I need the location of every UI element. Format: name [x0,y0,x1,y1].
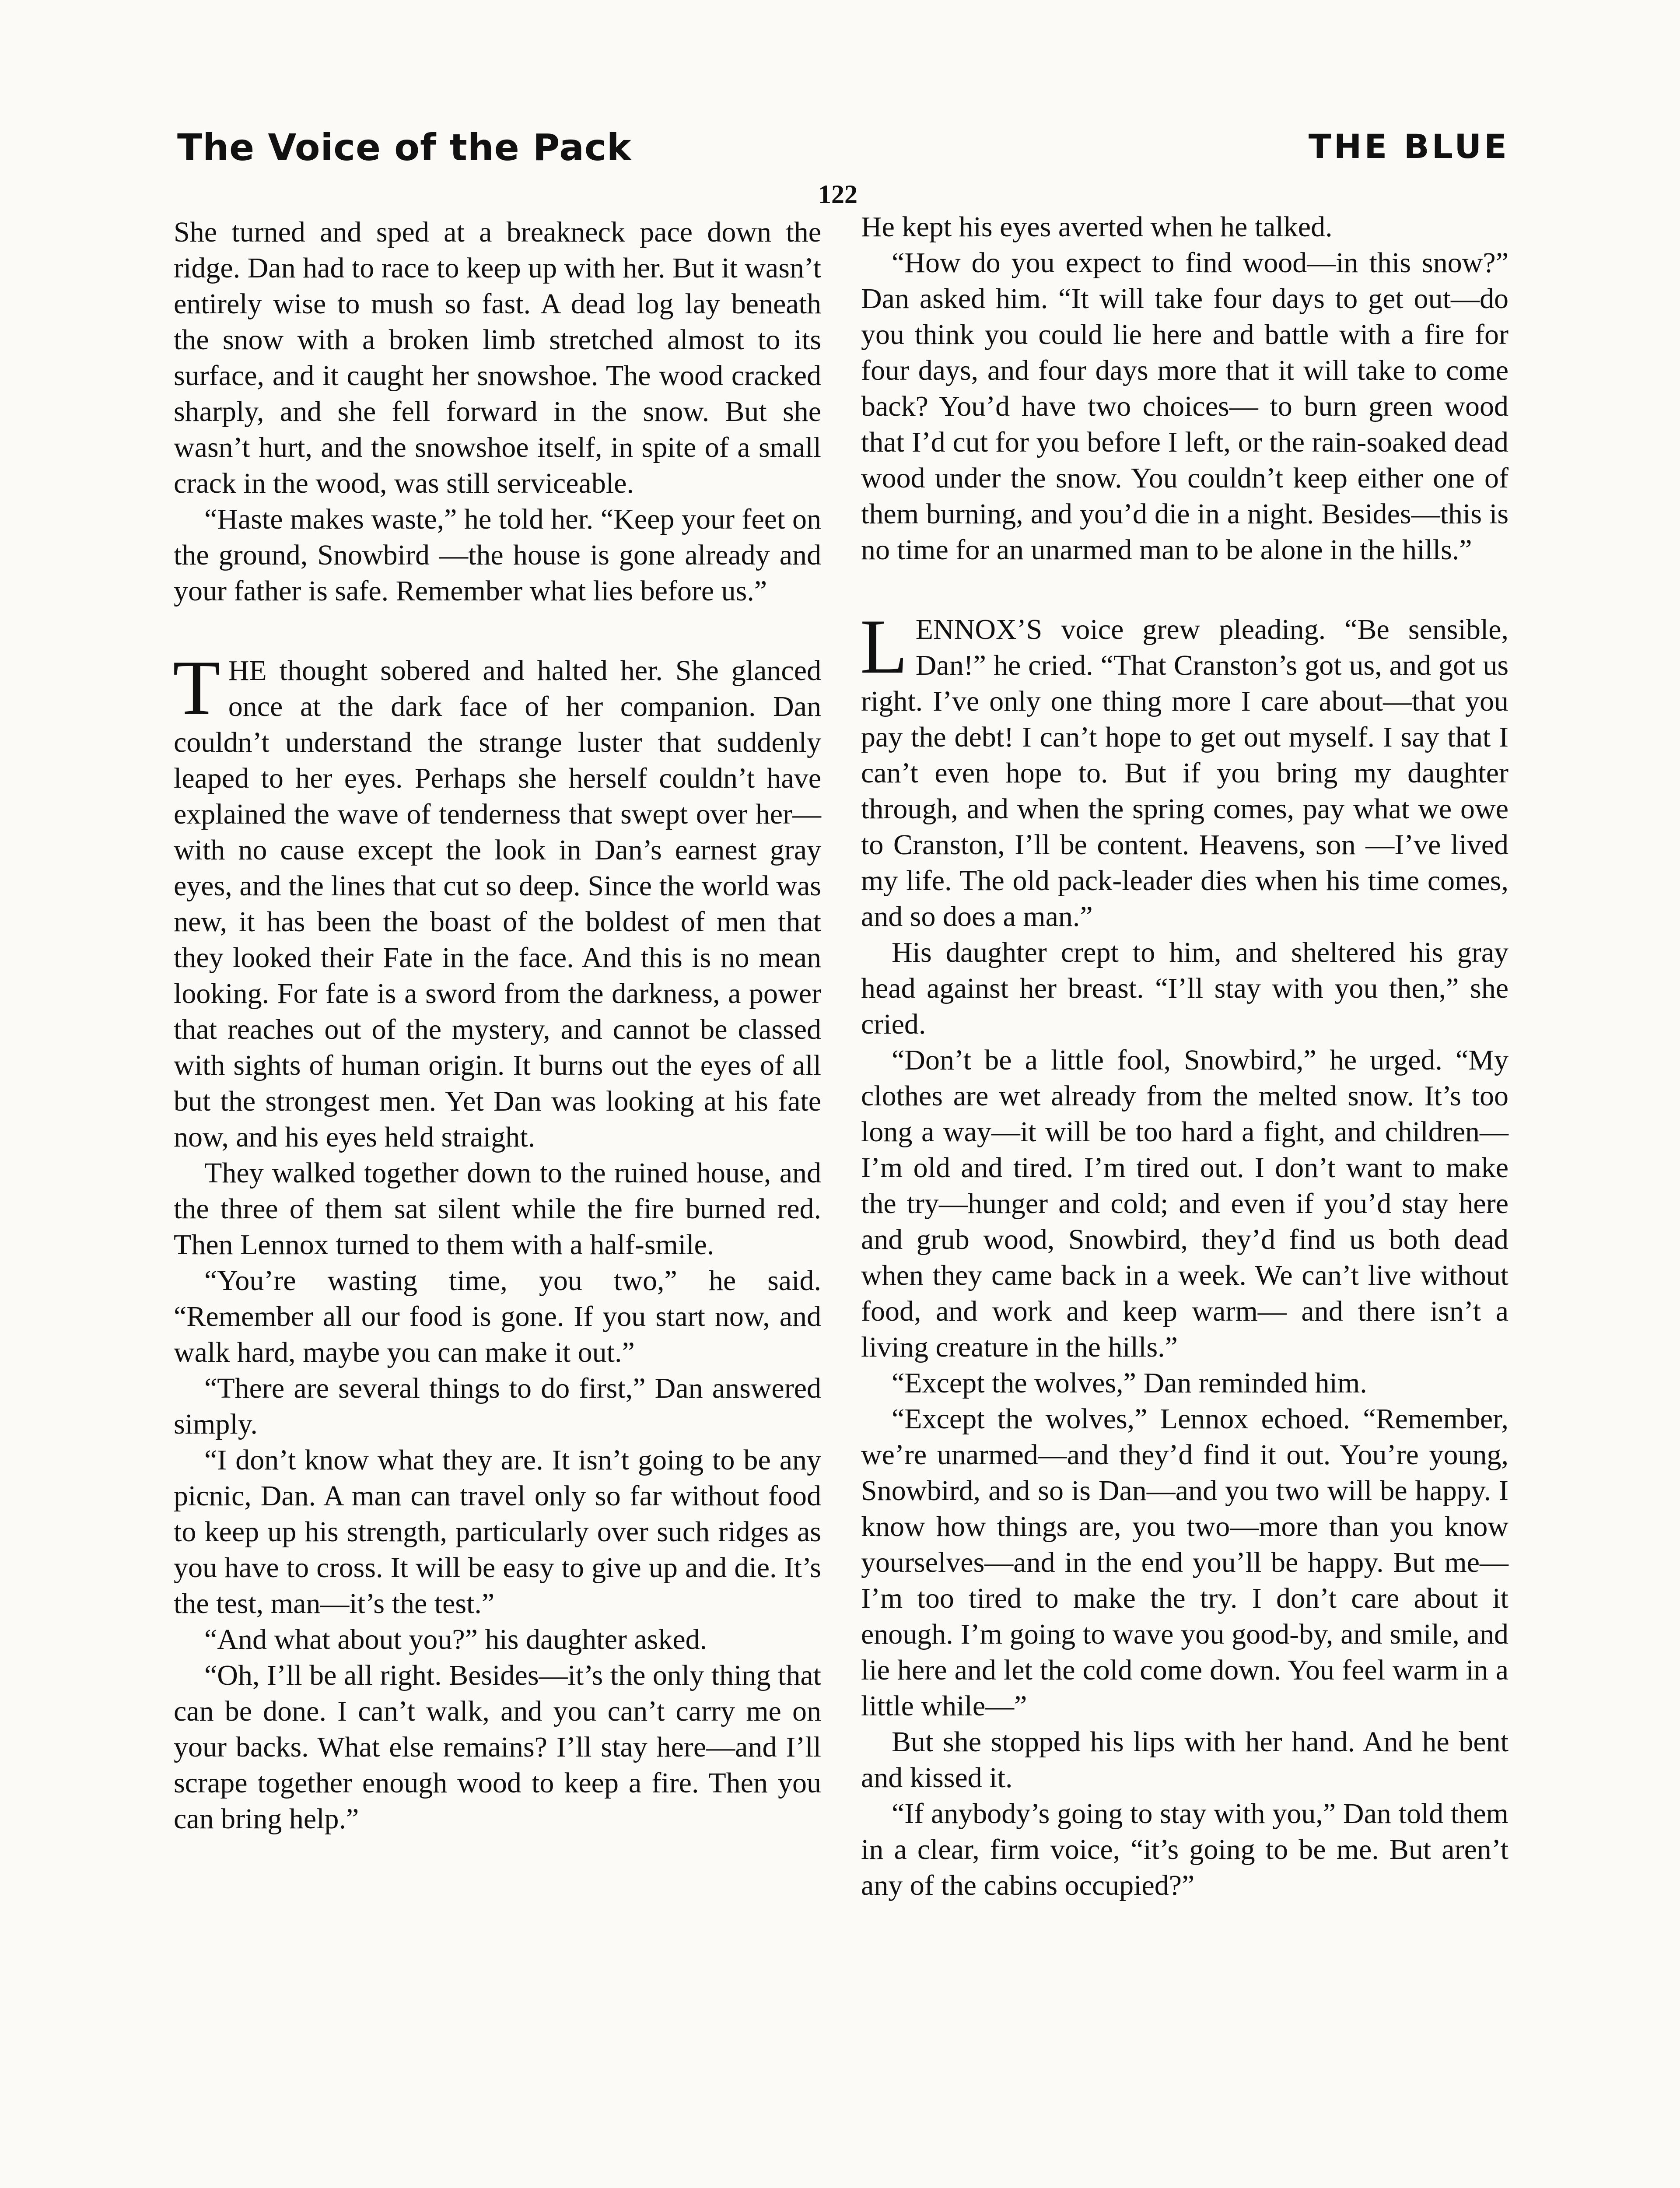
paragraph: He kept his eyes averted when he talked. [861,211,1333,243]
section-paragraph [173,644,821,1155]
story-title: The Voice of the Pack [177,126,632,169]
paragraph: “How do you expect to find wood—in this snow?” Dan asked him. “It will take four days to get out—do you think you could lie here and battle with a fire for four days, and four days more that it will take to come back? You’d have two choices— to burn green wood that I’d cut for you before I left, or the rain-soaked dead wood under the snow. You couldn’t keep either one of them burning, and you’d die in a night. Besides—this is no time for an unarmed man to be alone in the hills.” [861,247,1508,566]
left-column [174,214,821,1837]
paragraph: They walked together down to the ruined house, and the three of them sat silent while the fire burned red. Then Lennox turned to them with a half-smile. [174,1157,821,1261]
drop-cap: L [860,603,908,690]
paragraph: “I don’t know what they are. It isn’t going to be any picnic, Dan. A man can travel only so far without food to keep up his strength, particularly over such ridges as you have to cross. It will be easy to give up and die. It’s the test, man—it’s the test.” [174,1444,821,1620]
paragraph: “You’re wasting time, you two,” he said. “Remember all our food is gone. If you start now, and walk hard, maybe you can make it out.” [174,1265,821,1368]
paragraph: But she stopped his lips with her hand. And he bent and kissed it. [861,1726,1508,1794]
paragraph: “Don’t be a little fool, Snowbird,” he urged. “My clothes are wet already from the melted snow. It’s too long a way—it will be too hard a fight, and children—I’m old and tired. I’m tired out. I don’t want to make the try—hunger and cold; and even if you’d stay here and grub wood, Snowbird, they’d find us both dead when they came back in a week. We can’t live without food, and work and keep warm— and there isn’t a living creature in the hills.” [861,1044,1508,1363]
paragraph: “Except the wolves,” Dan reminded him. [892,1367,1367,1399]
paragraph: “Haste makes waste,” he told her. “Keep your feet on the ground, Snowbird —the house is gone already and your father is safe. Remember what lies before us.” [174,503,821,607]
paragraph: “Except the wolves,” Lennox echoed. “Remember, we’re unarmed—and they’d find it out. You’re young, Snowbird, and so is Dan—and you two will be happy. I know how things are, you two—more than you know yourselves—and in the end you’ll be happy. But me—I’m too tired to make the try. I don’t care about it enough. I’m going to wave you good-by, and smile, and lie here and let the cold come down. You feel warm in a little while—” [861,1403,1508,1722]
section-paragraph [860,603,1508,935]
paragraph: “If anybody’s going to stay with you,” Dan told them in a clear, firm voice, “it’s going to be me. But aren’t any of the cabins occupied?” [861,1798,1508,1901]
paragraph-text: HE thought sobered and halted her. She glanced once at the dark face of her companion. Dan couldn’t understand the strange luster that suddenly leaped to her eyes. Perhaps she herself couldn’t have explained the wave of tenderness that swept over her—with no cause except the look in Dan’s earnest gray eyes, and the lines that cut so deep. Since the world was new, it has been the boast of the boldest of men that they looked their Fate in the face. And this is no mean looking. For fate is a sword from the darkness, a power that reaches out of the mystery, and cannot be classed with sights of human origin. It burns out the eyes of all but the strongest men. Yet Dan was looking at his fate now, and his eyes held straight. [174,655,821,1153]
paragraph: She turned and sped at a breakneck pace down the ridge. Dan had to race to keep up with her. But it wasn’t entirely wise to mush so fast. A dead log lay beneath the snow with a broken limb stretched almost to its surface, and it caught her snowshoe. The wood cracked sharply, and she fell forward in the snow. But she wasn’t hurt, and the snowshoe itself, in spite of a small crack in the wood, was still serviceable. [174,216,821,499]
paragraph-text: ENNOX’S voice grew pleading. “Be sensible, Dan!” he cried. “That Cranston’s got us, and got us right. I’ve only one thing more I care about—that you pay the debt! I can’t hope to get out myself. I say that I can’t even hope to. But if you bring my daughter through, and when the spring comes, pay what we owe to Cranston, I’ll be content. Heavens, son —I’ve lived my life. The old pack-leader dies when his time comes, and so does a man.” [861,614,1508,933]
paragraph: “And what about you?” his daughter asked. [204,1623,707,1655]
drop-cap: T [173,644,220,731]
paragraph: “Oh, I’ll be all right. Besides—it’s the only thing that can be done. I can’t walk, and you can’t carry me on your backs. What else remains? I’ll stay here—and I’ll scrape together enough wood to keep a fire. Then you can bring help.” [174,1659,821,1835]
paragraph: “There are several things to do first,” Dan answered simply. [174,1372,821,1440]
page-number: 122 [818,180,858,209]
paragraph: His daughter crept to him, and sheltered his gray head against her breast. “I’ll stay with you then,” she cried. [861,936,1508,1040]
right-column [861,209,1508,1904]
magazine-title: THE BLUE [1308,127,1509,166]
